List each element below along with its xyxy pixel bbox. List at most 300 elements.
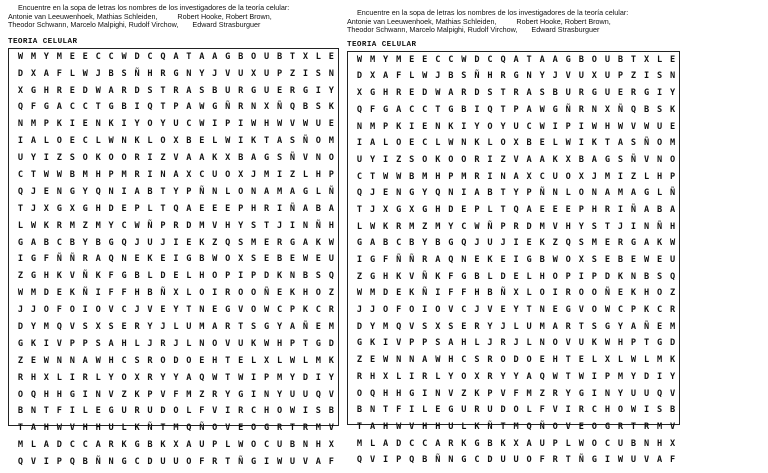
grid-cell: O (461, 154, 467, 165)
grid-cell: H (95, 423, 101, 434)
grid-cell: E (409, 138, 415, 149)
grid-cell: H (383, 421, 389, 432)
grid-cell: A (526, 88, 532, 99)
grid-cell: V (487, 305, 493, 316)
grid-cell: Ñ (315, 220, 321, 231)
grid-cell: Z (422, 221, 428, 232)
grid-cell: E (263, 254, 270, 265)
grid-cell: A (539, 54, 545, 65)
grid-row (14, 186, 338, 203)
grid-cell: I (251, 372, 257, 383)
grid-row (353, 254, 679, 271)
grid-cell: P (328, 170, 334, 181)
grid-cell: J (160, 322, 166, 333)
grid-cell: W (30, 220, 37, 231)
grid-cell: K (199, 237, 205, 248)
grid-cell: L (409, 71, 415, 82)
grid-cell: I (422, 388, 428, 399)
grid-cell: B (147, 440, 153, 451)
grid-cell: U (289, 389, 296, 400)
grid-cell: P (487, 388, 493, 399)
grid-cell: B (147, 186, 153, 197)
grid-cell: N (591, 188, 597, 199)
grid-cell: B (302, 271, 309, 282)
grid-cell: C (591, 405, 597, 416)
grid-cell: A (369, 421, 376, 432)
grid-cell: R (617, 238, 624, 249)
grid-cell: C (82, 136, 88, 147)
grid-cell: R (617, 421, 624, 432)
grid-cell: Q (328, 271, 334, 282)
grid-cell: D (513, 355, 519, 366)
grid-cell: H (435, 204, 441, 215)
grid-cell: I (302, 68, 309, 79)
grid-cell: L (435, 138, 441, 149)
grid-row (353, 121, 679, 138)
grid-cell: D (604, 271, 610, 282)
grid-cell: E (82, 119, 88, 130)
grid-cell: A (30, 136, 37, 147)
grid-cell: I (251, 389, 257, 400)
grid-cell: X (43, 203, 49, 214)
grid-cell: O (276, 406, 283, 417)
grid-cell: R (513, 88, 519, 99)
grid-cell: U (578, 71, 584, 82)
grid-cell: R (134, 153, 140, 164)
grid-cell: F (108, 271, 114, 282)
grid-cell: X (225, 153, 231, 164)
grid-cell: O (383, 305, 389, 316)
grid-cell: T (30, 170, 37, 181)
grid-cell: S (474, 355, 480, 366)
grid-cell: L (43, 136, 49, 147)
grid-cell: M (539, 321, 545, 332)
grid-cell: G (251, 457, 257, 468)
grid-cell: U (487, 405, 493, 416)
grid-cell: X (30, 68, 37, 79)
grid-cell: H (474, 288, 480, 299)
grid-cell: Q (17, 457, 24, 468)
grid-cell: O (186, 355, 192, 366)
grid-cell: W (238, 372, 244, 383)
grid-cell: V (302, 153, 309, 164)
grid-cell: T (186, 305, 192, 316)
grid-cell: W (670, 238, 676, 249)
grid-cell: W (82, 68, 88, 79)
grid-cell: X (578, 171, 584, 182)
grid-cell: K (435, 154, 441, 165)
grid-cell: R (225, 288, 231, 299)
grid-cell: O (251, 51, 257, 62)
grid-cell: J (30, 305, 37, 316)
grid-cell: O (212, 271, 218, 282)
grid-cell: Y (225, 389, 231, 400)
grid-cell: O (526, 455, 532, 466)
grid-cell: D (173, 355, 179, 366)
grid-cell: D (17, 322, 24, 333)
grid-cell: M (617, 371, 624, 382)
grid-cell: F (448, 271, 454, 282)
grid-cell: J (617, 221, 624, 232)
grid-cell: M (328, 322, 334, 333)
grid-cell: Q (670, 271, 676, 282)
grid-cell: R (276, 423, 283, 434)
grid-cell: Ñ (630, 204, 637, 215)
grid-cell: U (448, 421, 454, 432)
grid-cell: H (670, 221, 676, 232)
grid-cell: Ñ (328, 186, 334, 197)
grid-cell: M (396, 54, 402, 65)
grid-cell: A (448, 338, 454, 349)
grid-cell: S (108, 322, 114, 333)
grid-cell: V (108, 389, 114, 400)
grid-cell: H (657, 438, 663, 449)
grid-cell: G (186, 254, 192, 265)
grid-row (14, 270, 338, 287)
grid-cell: M (251, 237, 257, 248)
grid-cell: Ñ (289, 203, 296, 214)
grid-cell: Y (630, 371, 637, 382)
grid-cell: N (315, 153, 321, 164)
grid-cell: V (500, 388, 506, 399)
instructions (8, 4, 338, 30)
grid-cell: N (461, 138, 467, 149)
grid-cell: Y (369, 321, 376, 332)
grid-cell: C (604, 438, 610, 449)
grid-row (353, 388, 679, 405)
grid-cell: B (630, 438, 637, 449)
grid-row (353, 371, 679, 388)
grid-cell: H (315, 170, 321, 181)
grid-cell: A (134, 186, 140, 197)
grid-cell: L (186, 406, 192, 417)
grid-cell: I (302, 406, 309, 417)
grid-cell: E (160, 305, 166, 316)
grid-cell: Q (173, 203, 179, 214)
grid-cell: I (356, 255, 363, 266)
grid-cell: W (578, 438, 584, 449)
grid-cell: T (565, 455, 571, 466)
grid-cell: F (396, 71, 402, 82)
grid-cell: V (448, 388, 454, 399)
grid-cell: W (289, 406, 296, 417)
grid-cell: K (251, 136, 257, 147)
grid-cell: R (212, 389, 218, 400)
grid-cell: M (422, 171, 428, 182)
grid-cell: K (289, 288, 296, 299)
grid-cell: W (643, 255, 650, 266)
grid-cell: T (238, 322, 244, 333)
grid-cell: I (356, 138, 363, 149)
grid-cell: I (238, 271, 244, 282)
grid-cell: B (422, 455, 428, 466)
grid-cell: U (513, 455, 519, 466)
grid-cell: U (643, 388, 650, 399)
grid-cell: N (121, 254, 127, 265)
grid-cell: E (121, 203, 127, 214)
grid-cell: V (409, 421, 415, 432)
grid-cell: W (435, 355, 441, 366)
grid-cell: X (238, 170, 244, 181)
grid-cell: K (474, 421, 480, 432)
grid-cell: C (251, 406, 257, 417)
grid-cell: R (289, 85, 296, 96)
grid-cell: C (315, 305, 321, 316)
grid-cell: Ñ (487, 421, 493, 432)
grid-cell: G (461, 271, 467, 282)
grid-cell: K (95, 153, 101, 164)
grid-cell: T (289, 51, 296, 62)
grid-cell: N (263, 389, 270, 400)
grid-cell: J (30, 186, 37, 197)
grid-cell: C (461, 305, 467, 316)
grid-cell: V (69, 322, 75, 333)
grid-cell: E (238, 355, 244, 366)
grid-cell: E (552, 305, 558, 316)
grid-cell: I (552, 288, 558, 299)
grid-cell: K (552, 154, 558, 165)
grid-cell: I (422, 305, 428, 316)
grid-cell: O (251, 305, 257, 316)
grid-cell: B (238, 153, 244, 164)
grid-cell: O (591, 421, 597, 432)
grid-cell: L (383, 138, 389, 149)
grid-cell: Q (315, 389, 321, 400)
grid-cell: A (526, 104, 532, 115)
grid-cell: L (147, 136, 153, 147)
grid-cell: P (276, 68, 283, 79)
grid-cell: U (513, 121, 519, 132)
grid-row (14, 203, 338, 220)
grid-cell: N (448, 455, 454, 466)
grid-cell: A (43, 68, 49, 79)
grid-row (14, 68, 338, 85)
grid-cell: U (356, 154, 363, 165)
instructions-line-1: Encuentre en la sopa de letras los nombres de los investigadores de la teoría celular: (18, 3, 290, 12)
grid-cell: A (526, 154, 532, 165)
grid-cell: A (108, 338, 114, 349)
grid-cell: P (526, 188, 532, 199)
grid-cell: U (604, 71, 610, 82)
grid-cell: U (238, 338, 244, 349)
grid-cell: O (670, 154, 676, 165)
grid-cell: V (108, 305, 114, 316)
grid-cell: Ñ (238, 457, 244, 468)
grid-cell: E (173, 271, 179, 282)
grid-cell: M (276, 372, 283, 383)
grid-row (14, 237, 338, 254)
grid-cell: X (173, 288, 179, 299)
grid-cell: W (289, 355, 296, 366)
grid-cell: G (82, 203, 88, 214)
grid-cell: U (657, 121, 663, 132)
grid-cell: R (396, 88, 402, 99)
grid-cell: J (30, 203, 37, 214)
grid-cell: A (289, 186, 296, 197)
grid-cell: T (369, 171, 376, 182)
grid-cell: B (121, 102, 127, 113)
grid-cell: K (160, 440, 166, 451)
grid-cell: E (160, 254, 166, 265)
grid-cell: B (276, 51, 283, 62)
grid-cell: R (328, 305, 334, 316)
grid-cell: O (500, 355, 506, 366)
grid-cell: X (604, 104, 610, 115)
grid-cell: N (670, 71, 676, 82)
grid-cell: K (134, 389, 140, 400)
grid-cell: Ñ (643, 321, 650, 332)
grid-cell: G (474, 438, 480, 449)
grid-cell: E (500, 305, 506, 316)
grid-cell: G (212, 102, 218, 113)
grid-cell: M (604, 171, 610, 182)
grid-cell: Q (225, 237, 231, 248)
grid-cell: C (487, 54, 493, 65)
grid-cell: M (17, 440, 24, 451)
grid-cell: Q (121, 237, 127, 248)
grid-cell: O (591, 438, 597, 449)
grid-cell: Ñ (657, 221, 663, 232)
grid-cell: L (526, 338, 532, 349)
grid-cell: P (147, 389, 153, 400)
grid-cell: R (302, 423, 309, 434)
grid-cell: A (95, 440, 101, 451)
grid-cell: G (565, 54, 571, 65)
grid-cell: B (539, 255, 545, 266)
grid-cell: T (630, 421, 637, 432)
grid-cell: O (160, 136, 166, 147)
grid-cell: T (160, 423, 166, 434)
grid-cell: Z (212, 237, 218, 248)
grid-cell: D (108, 203, 114, 214)
grid-cell: N (30, 406, 37, 417)
grid-cell: G (409, 188, 415, 199)
grid-cell: L (657, 188, 663, 199)
grid-cell: M (409, 221, 415, 232)
grid-cell: C (69, 102, 75, 113)
grid-cell: L (251, 355, 257, 366)
grid-cell: N (56, 186, 62, 197)
grid-cell: N (328, 68, 334, 79)
grid-cell: Z (396, 154, 402, 165)
grid-cell: G (263, 153, 270, 164)
grid-cell: A (276, 136, 283, 147)
grid-cell: S (315, 102, 321, 113)
grid-cell: K (212, 153, 218, 164)
grid-cell: E (199, 136, 205, 147)
grid-cell: Y (199, 68, 205, 79)
grid-cell: Z (17, 355, 24, 366)
grid-cell: K (30, 338, 37, 349)
grid-cell: Q (461, 238, 467, 249)
grid-cell: W (396, 421, 402, 432)
grid-cell: J (474, 238, 480, 249)
grid-cell: C (422, 138, 428, 149)
grid-cell: N (302, 220, 309, 231)
grid-cell: A (526, 204, 532, 215)
grid-cell: Y (500, 371, 506, 382)
grid-cell: W (539, 104, 545, 115)
grid-cell: I (43, 457, 49, 468)
grid-cell: J (369, 188, 376, 199)
grid-row (14, 338, 338, 355)
grid-cell: X (513, 138, 519, 149)
grid-cell: W (448, 138, 454, 149)
grid-cell: V (56, 338, 62, 349)
grid-cell: Ñ (487, 221, 493, 232)
grid-cell: B (95, 237, 101, 248)
grid-cell: W (356, 54, 363, 65)
grid-cell: E (500, 255, 506, 266)
grid-cell: Z (670, 288, 676, 299)
grid-cell: G (315, 338, 321, 349)
grid-cell: A (43, 440, 49, 451)
grid-cell: H (591, 204, 597, 215)
grid-cell: G (643, 188, 650, 199)
grid-cell: H (108, 355, 114, 366)
grid-cell: P (69, 338, 75, 349)
grid-cell: G (225, 305, 231, 316)
grid-cell: I (578, 121, 584, 132)
grid-cell: C (422, 438, 428, 449)
grid-cell: D (134, 51, 140, 62)
grid-cell: B (670, 405, 676, 416)
grid-cell: F (173, 389, 179, 400)
grid-cell: E (315, 322, 321, 333)
grid-cell: A (526, 371, 532, 382)
grid-cell: O (435, 305, 441, 316)
grid-cell: V (212, 406, 218, 417)
grid-cell: I (134, 102, 140, 113)
grid-cell: V (643, 455, 650, 466)
grid-cell: N (643, 221, 650, 232)
grid-cell: V (409, 321, 415, 332)
grid-cell: O (238, 288, 244, 299)
grid-cell: M (30, 288, 37, 299)
grid-cell: F (670, 455, 676, 466)
grid-cell: X (670, 438, 676, 449)
grid-cell: E (630, 255, 637, 266)
grid-cell: Y (173, 186, 179, 197)
grid-cell: B (328, 406, 334, 417)
grid-cell: X (328, 440, 334, 451)
grid-cell: G (251, 85, 257, 96)
grid-cell: W (617, 455, 624, 466)
grid-cell: H (448, 355, 454, 366)
grid-cell: E (461, 204, 467, 215)
grid-cell: E (289, 254, 296, 265)
grid-cell: M (461, 171, 467, 182)
grid-cell: Ñ (617, 104, 624, 115)
grid-cell: U (173, 457, 179, 468)
grid-cell: C (356, 171, 363, 182)
grid-cell: B (238, 51, 244, 62)
grid-cell: B (643, 104, 650, 115)
grid-cell: B (43, 237, 49, 248)
grid-cell: X (474, 371, 480, 382)
grid-cell: H (43, 423, 49, 434)
grid-row (14, 372, 338, 389)
grid-cell: F (56, 68, 62, 79)
grid-cell: M (356, 438, 363, 449)
grid-cell: I (289, 220, 296, 231)
grid-cell: Ñ (276, 102, 283, 113)
grid-cell: G (657, 338, 663, 349)
grid-cell: Ñ (396, 255, 402, 266)
grid-cell: H (302, 288, 309, 299)
grid-cell: Y (108, 372, 114, 383)
grid-cell: Q (369, 388, 376, 399)
